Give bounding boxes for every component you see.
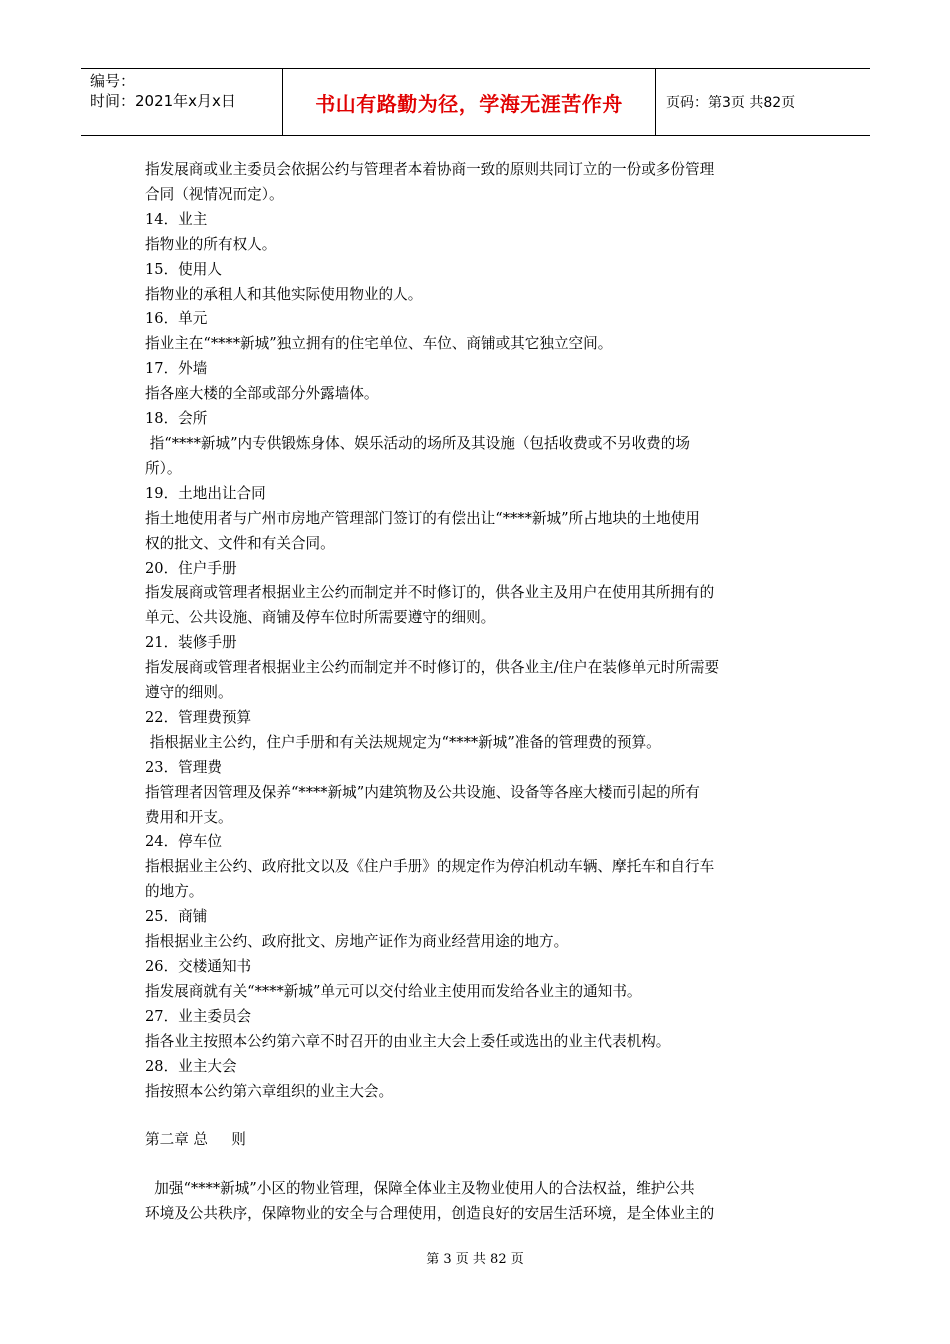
chapter-title: 第二章 总 则 (145, 1131, 246, 1149)
text-line: 17．外墙 (145, 360, 208, 378)
text-line: 加强“****新城”小区的物业管理，保障全体业主及物业使用人的合法权益，维护公共 (145, 1180, 695, 1198)
text-line: 指物业的所有权人。 (145, 235, 277, 253)
definition-list (145, 158, 815, 1104)
header-meta (81, 69, 283, 135)
section-gap (145, 1153, 815, 1177)
text-line: 指根据业主公约、政府批文、房地产证作为商业经营用途的地方。 (145, 933, 569, 951)
text-line: 指根据业主公约，住户手册和有关法规规定为“****新城”准备的管理费的预算。 (145, 733, 661, 751)
text-line: 20．住户手册 (145, 559, 237, 577)
text-line: 28．业主大会 (145, 1057, 237, 1075)
text-line: 费用和开支。 (145, 808, 233, 826)
text-line: 指发展商或业主委员会依据公约与管理者本着协商一致的原则共同订立的一份或多份管理 (145, 161, 715, 178)
text-line: 权的批文、文件和有关合同。 (145, 534, 335, 552)
page-footer: 第 3 页 共 82 页 (426, 1252, 524, 1267)
text-line: 26．交楼通知书 (145, 958, 252, 975)
header-page-info: 页码：第3页 共82页 (666, 95, 796, 111)
text-line: 所）。 (145, 459, 182, 477)
text-line: 14．业主 (145, 210, 208, 228)
text-line: 遵守的细则。 (145, 684, 233, 702)
text-line: 21．装修手册 (145, 634, 237, 652)
text-line: 指各座大楼的全部或部分外露墙体。 (145, 385, 379, 403)
text-line: 19．土地出让合同 (145, 484, 266, 502)
page-header (81, 68, 870, 136)
text-line: 15．使用人 (145, 260, 222, 278)
text-line: 16．单元 (145, 310, 208, 328)
text-line: 的地方。 (145, 883, 204, 901)
text-line: 指“****新城”内专供锻炼身体、娱乐活动的场所及其设施（包括收费或不另收费的场 (145, 434, 690, 452)
text-line: 指各业主按照本公约第六章不时召开的由业主大会上委任或选出的业主代表机构。 (145, 1032, 671, 1050)
text-line: 24．停车位 (145, 833, 222, 851)
text-line: 环境及公共秩序，保障物业的安全与合理使用，创造良好的安居生活环境，是全体业主的 (145, 1205, 715, 1223)
text-line: 指发展商就有关“****新城”单元可以交付给业主使用而发给各业主的通知书。 (145, 982, 642, 1000)
text-line: 25．商铺 (145, 908, 208, 926)
section-gap (145, 1104, 815, 1128)
text-line: 22．管理费预算 (145, 708, 252, 726)
text-line: 指发展商或管理者根据业主公约而制定并不时修订的，供各业主/住户在装修单元时所需要 (145, 659, 720, 677)
document-body (145, 158, 815, 1227)
text-line: 指管理者因管理及保养“****新城”内建筑物及公共设施、设备等各座大楼而引起的所有 (145, 783, 700, 801)
time-label: 时间：2021年x月x日 (90, 92, 236, 110)
text-line: 指根据业主公约、政府批文以及《住户手册》的规定作为停泊机动车辆、摩托车和自行车 (145, 858, 715, 876)
text-line: 指发展商或管理者根据业主公约而制定并不时修订的，供各业主及用户在使用其所拥有的 (145, 584, 715, 602)
text-line: 指按照本公约第六章组织的业主大会。 (145, 1082, 394, 1100)
text-line: 27．业主委员会 (145, 1007, 252, 1025)
text-line: 指土地使用者与广州市房地产管理部门签订的有偿出让“****新城”所占地块的土地使用 (145, 509, 700, 527)
text-line: 指业主在“****新城”独立拥有的住宅单位、车位、商铺或其它独立空间。 (145, 335, 613, 353)
header-motto: 书山有路勤为径，学海无涯苦作舟 (283, 69, 656, 135)
text-line: 23．管理费 (145, 758, 222, 776)
text-line: 单元、公共设施、商铺及停车位时所需要遵守的细则。 (145, 609, 496, 627)
text-line: 18．会所 (145, 410, 208, 428)
serial-label: 编号： (90, 72, 136, 90)
chapter-paragraph (145, 1177, 815, 1227)
text-line: 指物业的承租人和其他实际使用物业的人。 (145, 285, 423, 303)
text-line: 合同（视情况而定）。 (145, 185, 284, 203)
